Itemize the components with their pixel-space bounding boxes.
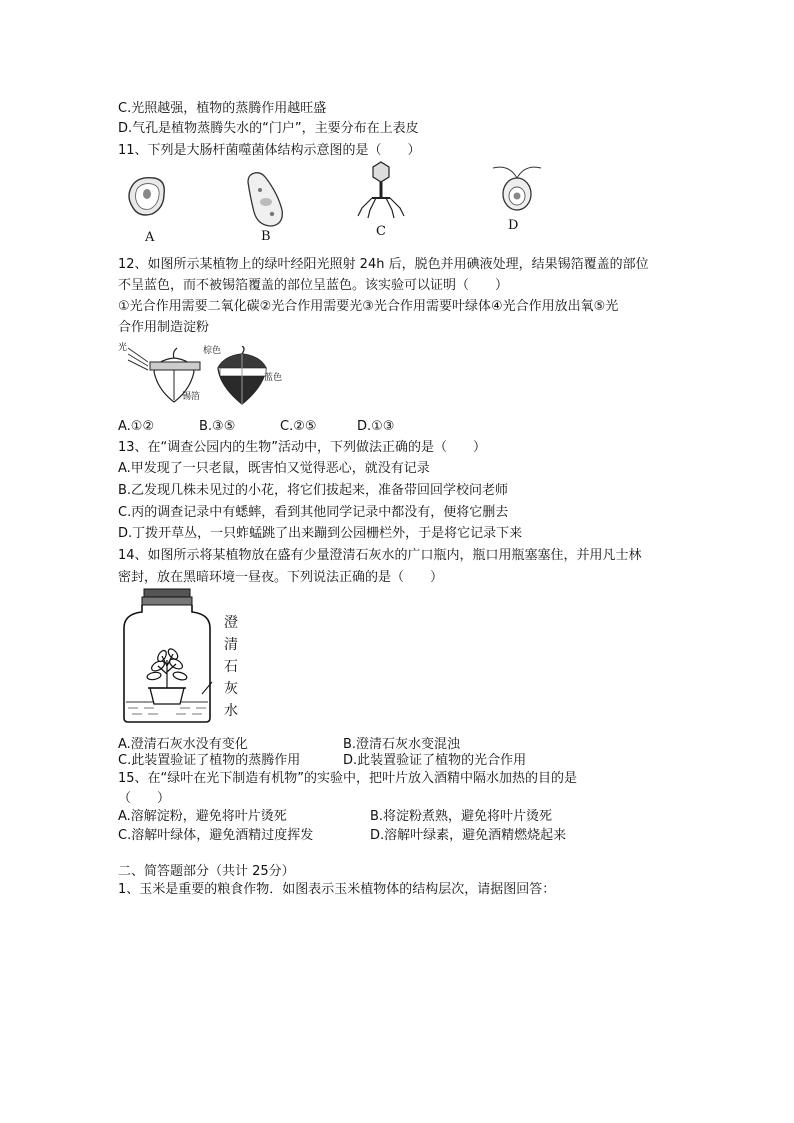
section2-title: 二、简答题部分（共计 25分） — [118, 864, 295, 879]
q12-stem-line1: 12、如图所示某植物上的绿叶经阳光照射 24h 后，脱色并用碘液处理，结果锡箔覆盖的部位 — [118, 257, 649, 272]
q11-label-c: C — [376, 224, 386, 239]
q10-option-c: C.光照越强，植物的蒸腾作用越旺盛 — [118, 101, 327, 116]
q14-option-c: C.此装置验证了植物的蒸腾作用 — [118, 753, 301, 768]
q14-label-limewater-2: 清 — [224, 637, 238, 653]
q12-label-light: 光 — [118, 343, 128, 353]
q12-option-c: C.②⑤ — [280, 419, 317, 434]
q12-label-brown: 棕色 — [203, 346, 222, 356]
q14-option-b: B.澄清石灰水变混浊 — [343, 737, 461, 752]
q14-label-limewater-4: 灰 — [224, 681, 238, 697]
q14-option-a: A.澄清石灰水没有变化 — [118, 737, 248, 752]
q13-option-c: C.丙的调查记录中有蟋蟀，看到其他同学记录中都没有，便将它删去 — [118, 505, 509, 520]
q12-option-b: B.③⑤ — [199, 419, 236, 434]
q14-label-limewater-3: 石 — [224, 659, 238, 675]
q12-option-d: D.①③ — [357, 419, 395, 434]
q15-option-d: D.溶解叶绿素，避免酒精燃烧起来 — [370, 828, 567, 843]
section2-q1-stem: 1、玉米是重要的粮食作物．如图表示玉米植物体的结构层次，请据图回答： — [118, 882, 556, 897]
q14-option-d: D.此装置验证了植物的光合作用 — [343, 753, 527, 768]
q13-option-a: A.甲发现了一只老鼠，既害怕又觉得恶心，就没有记录 — [118, 461, 430, 476]
q11-figure-a — [122, 172, 172, 222]
q11-figure-d — [487, 160, 547, 214]
q12-label-foil: 锡箔 — [182, 392, 201, 402]
q14-stem-line2: 密封，放在黑暗环境一昼夜。下列说法正确的是（ ） — [118, 570, 444, 585]
q14-label-limewater-5: 水 — [224, 703, 238, 719]
q12-stem-line2: 不呈蓝色，而不被锡箔覆盖的部位呈蓝色。该实验可以证明（ ） — [118, 278, 509, 293]
q13-stem: 13、在“调查公园内的生物”活动中，下列做法正确的是（ ） — [118, 440, 487, 455]
q11-label-a: A — [145, 230, 155, 245]
q15-stem-line1: 15、在“绿叶在光下制造有机物”的实验中，把叶片放入酒精中隔水加热的目的是 — [118, 771, 578, 786]
q15-option-b: B.将淀粉煮熟，避免将叶片烫死 — [370, 809, 553, 824]
q12-option-a: A.①② — [118, 419, 155, 434]
q15-stem-line2: （ ） — [118, 791, 171, 806]
q12-leaf-stained — [212, 346, 272, 408]
q15-option-a: A.溶解淀粉，避免将叶片烫死 — [118, 809, 287, 824]
q13-option-b: B.乙发现几株未见过的小花，将它们拔起来，准备带回回学校问老师 — [118, 483, 509, 498]
q11-label-b: B — [261, 229, 271, 244]
q11-figure-c — [354, 160, 408, 222]
q14-stem-line1: 14、如图所示将某植物放在盛有少量澄清石灰水的广口瓶内，瓶口用瓶塞塞住，并用凡士林 — [118, 548, 642, 563]
q12-stem-line4: 合作用制造淀粉 — [118, 320, 210, 335]
q12-stem-line3: ①光合作用需要二氧化碳②光合作用需要光③光合作用需要叶绿体④光合作用放出氧⑤光 — [118, 299, 619, 314]
q15-option-c: C.溶解叶绿体，避免酒精过度挥发 — [118, 828, 314, 843]
q10-option-d: D.气孔是植物蒸腾失水的“门户”，主要分布在上表皮 — [118, 121, 419, 136]
q11-stem: 11、下列是大肠杆菌噬菌体结构示意图的是（ ） — [118, 143, 421, 158]
q11-figure-b — [244, 168, 288, 230]
q14-jar-figure — [118, 586, 218, 724]
q13-option-d: D.丁拨开草丛，一只蚱蜢跳了出来蹦到公园栅栏外，于是将它记录下来 — [118, 526, 523, 541]
q14-label-limewater-1: 澄 — [224, 615, 238, 631]
q12-label-blue: 蓝色 — [264, 373, 283, 383]
q11-label-d: D — [508, 218, 519, 233]
